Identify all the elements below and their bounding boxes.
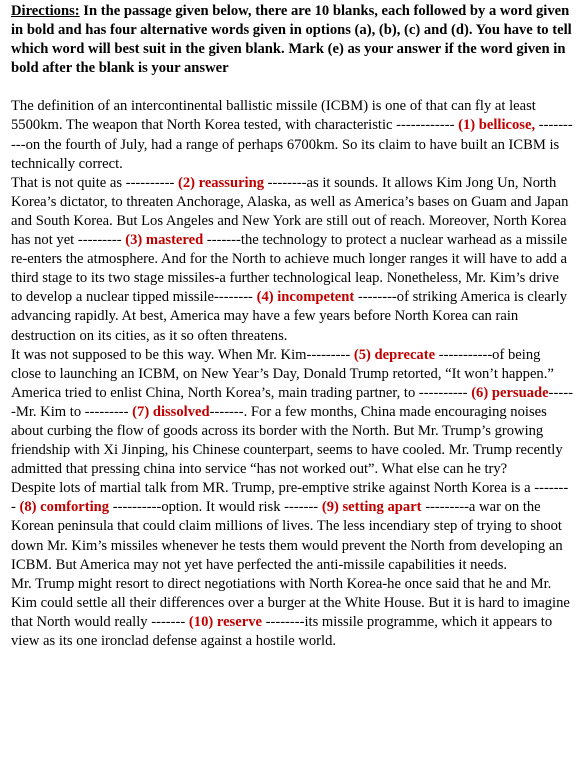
passage-paragraph-1 (11, 97, 573, 173)
blank-word-1: (1) bellicose, (458, 117, 536, 134)
blank-word-6: (6) persuade (471, 384, 549, 401)
blank-word-7: (7) dissolved (132, 403, 210, 420)
page (11, 2, 573, 651)
passage-text: -------. For a few months, China made encouraging noises about curbing the flow of goods across its border with the North. But Mr. Trump’s growing friendship with Xi Jinping, his Chinese counterpart, seems to have cooled. Mr. Trump recently admitted that pressing china into service “has not worked out”. What else can he try? (11, 403, 563, 478)
passage-text: -----------of being close to launching an ICBM, on New Year’s Day, Donald Trump retorted, “It won’t happen.” America tried to enlist China, North Korea’s, main trading partner, to ---------- (11, 346, 554, 401)
passage-text: ----------option. It would risk ------- (109, 499, 322, 516)
passage-paragraph-3 (11, 346, 573, 480)
directions (11, 2, 573, 78)
blank-word-4: (4) incompetent (256, 289, 355, 306)
blank-word-10: (10) reserve (188, 613, 262, 630)
blank-word-8: (8) comforting (19, 499, 110, 516)
passage-text: -------the technology to protect a nuclear warhead as a missile re-enters the atmosphere. And for the North to achieve much longer ranges it will have to add a third stage to its two stage missiles-a further technological leap. Nonetheless, Mr. Kim’s drive to develop a nuclear tipped missile-------- (11, 232, 568, 306)
passage-paragraph-5 (11, 575, 573, 651)
blank-word-3: (3) mastered (125, 232, 204, 249)
blank-word-5: (5) deprecate (353, 346, 436, 363)
passage-text: Despite lots of martial talk from MR. Trump, pre-emptive strike against North Korea is a -------- (11, 480, 569, 516)
passage-text: It was not supposed to be this way. When Mr. Kim--------- (11, 346, 354, 363)
passage-text: That is not quite as ---------- (11, 174, 178, 191)
passage (11, 97, 573, 651)
passage-text: --------as it sounds. It allows Kim Jong Un, North Korea’s dictator, to threaten Anchorage, Alaska, as well as America’s bases on Guam and Japan and South Korea. But Los Angeles and New York are still out of reach. Moreover, North Korea has not yet --------- (11, 174, 569, 249)
passage-text: ---------a war on the Korean peninsula that could claim millions of lives. The less incendiary step of trying to shoot down Mr. Kim’s missiles whenever he tests them would prevent the North from developing an ICBM. But America may not yet have perfected the anti-missile capabilities it needs. (11, 499, 563, 573)
passage-text: Mr. Trump might resort to direct negotiations with North Korea-he once said that he and Mr. Kim could settle all their differences over a burger at the White House. But it is hard to imagine that North would really ------- (11, 575, 570, 630)
directions-label: Directions: (11, 3, 80, 19)
passage-text: ------Mr. Kim to --------- (11, 384, 573, 420)
blank-word-2: (2) reassuring (177, 174, 265, 191)
blank-word-9: (9) setting apart (321, 499, 422, 516)
directions-text: In the passage given below, there are 10 blanks, each followed by a word given in bold and has four alternative words given in options (a), (b), (c) and (d). You have to tell which word will best suit in the given blank. Mark (e) as your answer if the word given in bold after the blank is your answer (11, 3, 572, 77)
passage-text: ----------on the fourth of July, had a range of perhaps 6700km. So its claim to have built an ICBM is technically correct. (11, 117, 573, 172)
passage-text: --------its missile programme, which it appears to view as its one ironclad defense against a hostile world. (11, 613, 553, 649)
passage-text: The definition of an intercontinental ballistic missile (ICBM) is one of that can fly at least 5500km. The weapon that North Korea tested, with characteristic ------------ (11, 98, 536, 134)
passage-paragraph-2 (11, 174, 573, 346)
passage-paragraph-4 (11, 479, 573, 574)
passage-text: --------of striking America is clearly advancing rapidly. At best, America may have a few years before North Korea can rain destruction on its cities, as it so often threatens. (11, 289, 568, 344)
